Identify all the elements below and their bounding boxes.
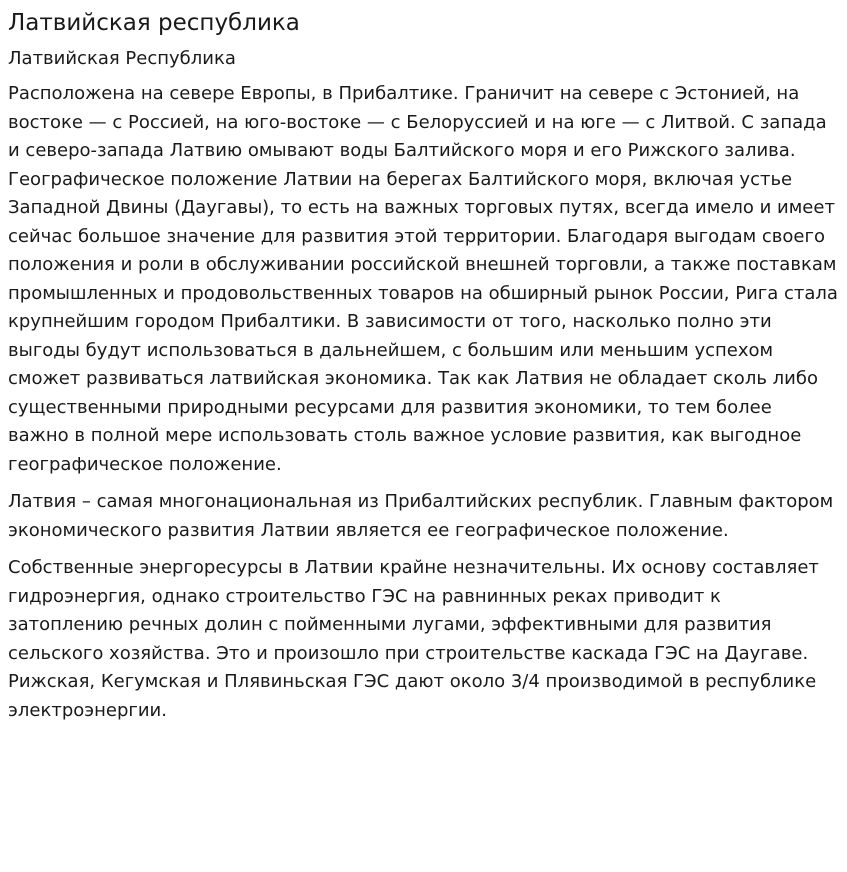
paragraph-geography: Расположена на севере Европы, в Прибалтике. Граничит на севере с Эстонией, на востоке — с Россией, на юго-востоке — с Белоруссией и на юге — с Литвой. С запада и северо-запада Латвию омывают воды Балтийского моря и его Рижского залива. Географическое положение Латвии на берегах Балтийского моря, включая устье Западной Двины (Даугавы), то есть на важных торговых путях, всегда имело и имеет сейчас большое значение для развития этой территории. Благодаря выгодам своего положения и роли в обслуживании российской внешней торговли, а также поставкам промышленных и продовольственных товаров на обширный рынок России, Рига стала крупнейшим городом Прибалтики. В зависимости от того, насколько полно эти выгоды будут использоваться в дальнейшем, с большим или меньшим успехом сможет развиваться латвийская экономика. Так как Латвия не обладает сколь либо существенными природными ресурсами для развития экономики, то тем более важно в полной мере использовать столь важное условие развития, как выгодное географическое положение. [8, 83, 838, 475]
page-subtitle: Латвийская Республика [8, 48, 236, 69]
paragraph-nationalities: Латвия – самая многонациональная из Прибалтийских республик. Главным фактором экономического развития Латвии является ее географическое положение. [8, 491, 834, 541]
paragraph-energy: Собственные энергоресурсы в Латвии крайне незначительны. Их основу составляет гидроэнергия, однако строительство ГЭС на равнинных реках приводит к затоплению речных долин с пойменными лугами, эффективными для развития сельского хозяйства. Это и произошло при строительстве каскада ГЭС на Даугаве. Рижская, Кегумская и Плявиньская ГЭС дают около 3/4 производимой в республике электроэнергии. [8, 557, 819, 721]
page-title: Латвийская республика [8, 10, 300, 36]
